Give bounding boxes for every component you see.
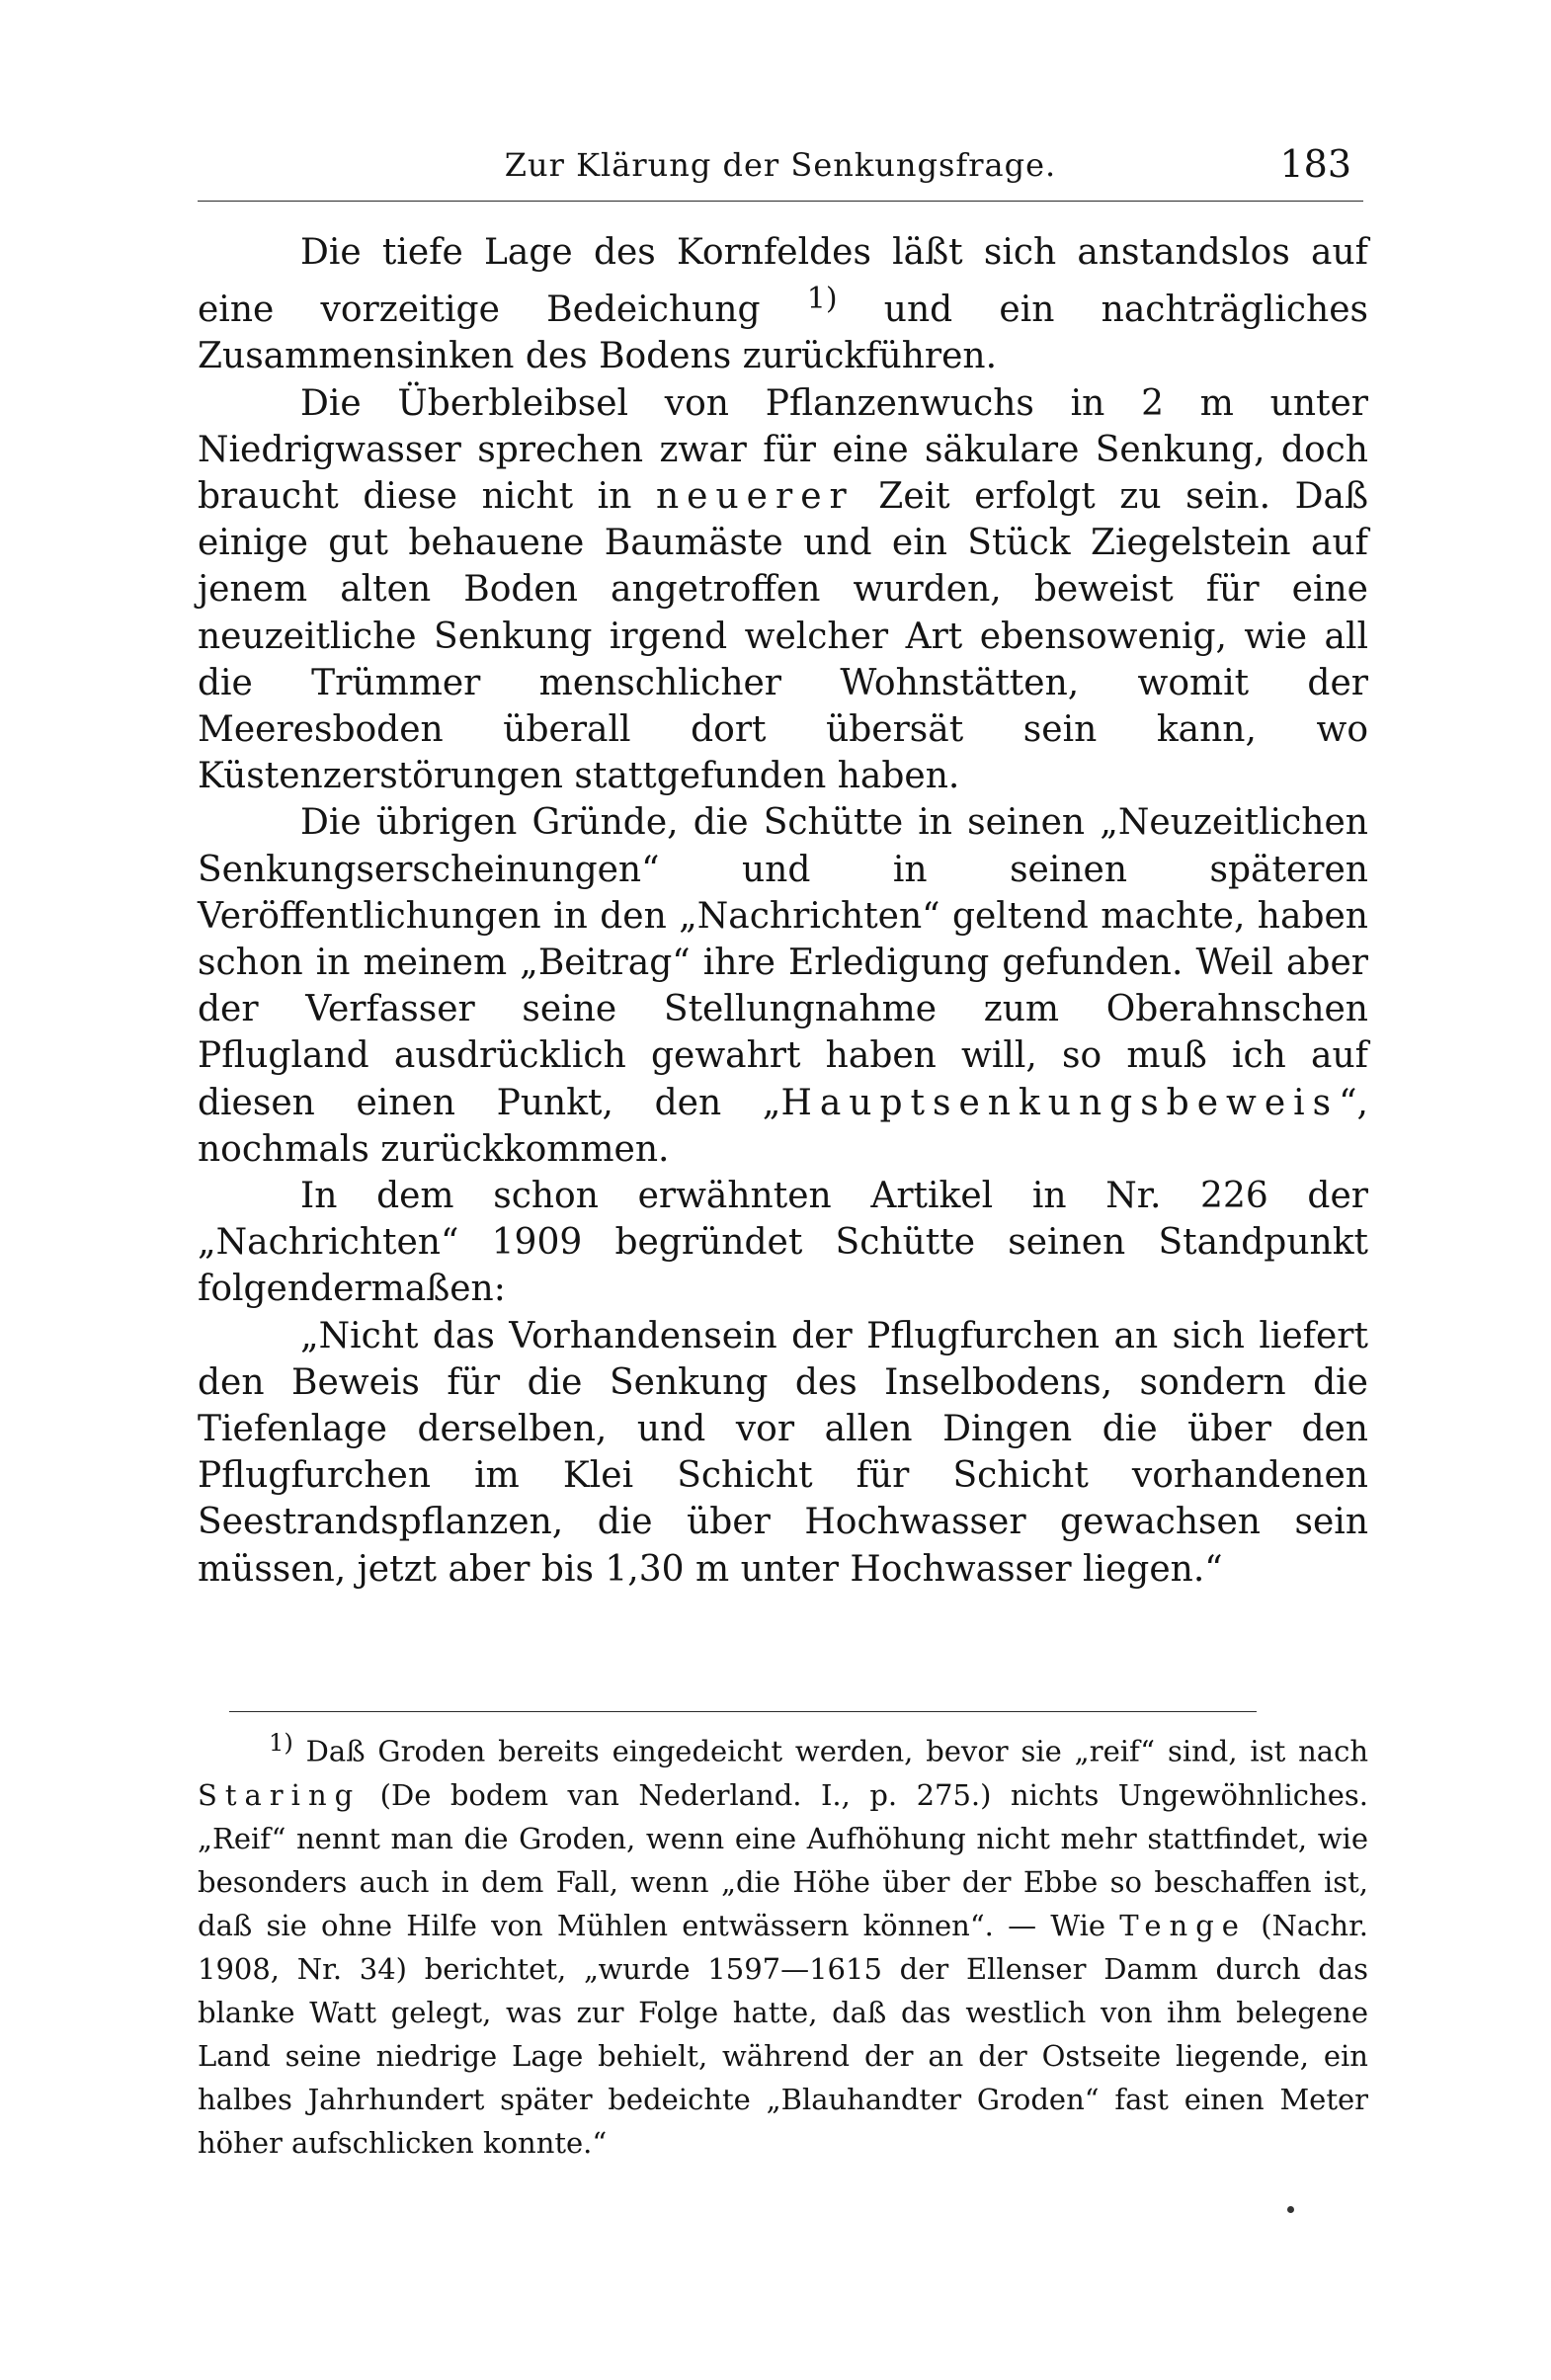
paragraph-1 — [198, 229, 1368, 380]
paragraph-text: Zeit erfolgt zu sein. Daß einige gut behauene Baumäste und ein Stück Ziegelstein auf jenem alten Boden angetroffen wurden, beweist für eine neuzeitliche Senkung irgend welcher Art ebensowenig, wie all die Trümmer menschlicher Wohnstätten, womit der Meeresboden überall dort übersät sein kann, wo Küstenzerstörungen stattgefunden haben. — [198, 476, 1369, 797]
running-title: Zur Klärung der Senkungsfrage. — [504, 146, 1057, 184]
spaced-name: Staring — [198, 1777, 362, 1812]
page-number: 183 — [1279, 142, 1351, 186]
paragraph-text: In dem schon erwähnten Artikel in Nr. 226 der „Nachrichten“ 1909 begründet Schütte seinen Standpunkt folgendermaßen: — [198, 1176, 1368, 1310]
running-head — [198, 138, 1363, 198]
paragraph-2 — [198, 380, 1368, 800]
footnote-reference: 1) — [806, 282, 838, 317]
paragraph-text: Die Überbleibsel von Pflanzenwuchs in 2 m unter Niedrigwasser sprechen zwar für eine säkulare Senkung, doch braucht diese nicht in — [198, 382, 1368, 518]
paragraph-text: und ein nachträgliches Zusammensinken des Bodens zurückführen. — [198, 289, 1368, 377]
footnote-text: Daß Groden bereits eingedeicht werden, bevor sie „reif“ sind, ist nach — [292, 1734, 1368, 1768]
footnote-text: (De bodem van Nederland. I., p. 275.) nichts Ungewöhnliches. „Reif“ nennt man die Groden, wenn eine Aufhöhung nicht mehr stattfindet, wie besonders auch in dem Fall, wenn „die Höhe über der Ebbe so beschaffen ist, daß sie ohne Hilfe von Mühlen entwässern können“. — Wie — [198, 1777, 1368, 1942]
paragraph-text: Die tiefe Lage des Kornfeldes läßt sich anstandslos auf eine vorzeitige Bedeichung — [198, 232, 1368, 331]
footnote-marker: 1) — [269, 1729, 293, 1757]
block-quote: „Nicht das Vorhandensein der Pflugfurchen an sich liefert den Beweis für die Senkung des Inselbodens, sondern die Tiefenlage derselben, und vor allen Dingen die über den Pflugfurchen im Klei Schicht für Schicht vorhandenen Seestrandspflanzen, die über Hochwasser gewachsen sein müssen, jetzt aber bis 1,30 m unter Hochwasser liegen.“ — [198, 1315, 1368, 1590]
spaced-emphasis: Hauptsenkungsbeweis — [780, 1082, 1340, 1123]
spaced-name: Tenge — [1119, 1908, 1247, 1942]
footnote-rule — [229, 1711, 1257, 1712]
footnote-text: (Nachr. 1908, Nr. 34) berichtet, „wurde 1597—1615 der Ellenser Damm durch das blanke Watt gelegt, was zur Folge hatte, daß das westlich von ihm belegene Land seine niedrige Lage behielt, während der an der Ostseite liegende, ein halbes Jahrhundert später bedeichte „Blauhandter Groden“ fast einen Meter höher aufschlicken konnte.“ — [198, 1908, 1368, 2160]
paragraph-3 — [198, 799, 1368, 1173]
print-speck — [1287, 2206, 1294, 2213]
paragraph-text: Die übrigen Gründe, die Schütte in seinen „Neuzeitlichen Senkungserscheinungen“ und in seinen späteren Veröffentlichungen in den „Nachrichten“ geltend machte, haben schon in meinem „Beitrag“ ihre Erledigung gefunden. Weil aber der Verfasser seine Stellungnahme zum Oberahnschen Pflugland ausdrücklich gewahrt haben will, so muß ich auf diesen einen Punkt, den „ — [198, 802, 1368, 1123]
header-rule — [198, 201, 1363, 202]
paragraph-4 — [198, 1173, 1368, 1313]
spaced-emphasis: neuerer — [656, 476, 855, 518]
main-text — [198, 229, 1368, 1593]
paragraph-text: “, nochmals zurückkommen. — [198, 1082, 1368, 1170]
footnote — [198, 1721, 1368, 2165]
